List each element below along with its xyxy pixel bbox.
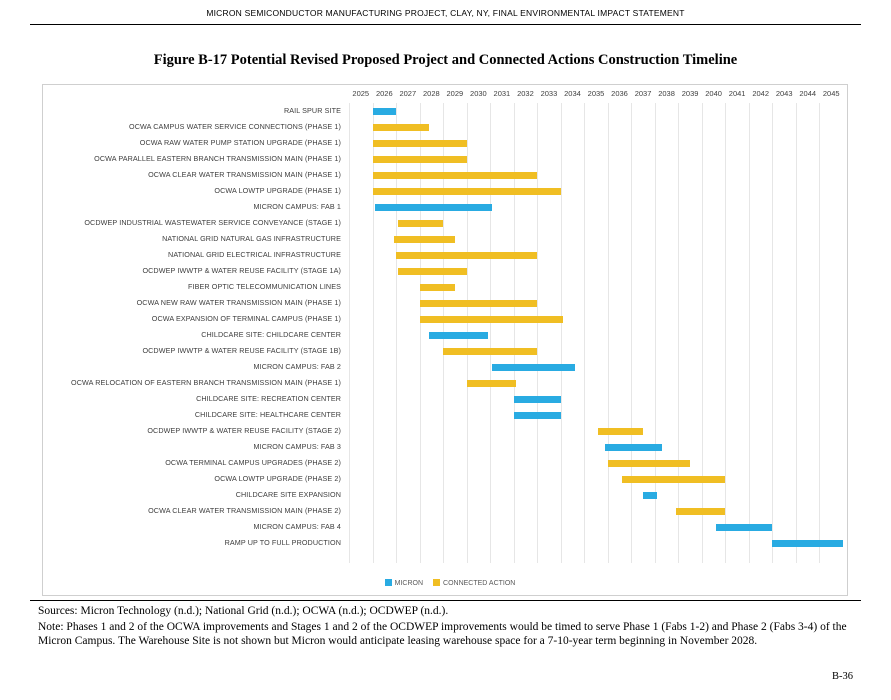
x-tick-2033: 2033 xyxy=(540,89,558,98)
chart-row xyxy=(43,215,849,231)
bar-label: OCWA TERMINAL CAMPUS UPGRADES (PHASE 2) xyxy=(165,458,341,467)
bar-label: MICRON CAMPUS: FAB 4 xyxy=(253,522,341,531)
bar-label: OCWA RELOCATION OF EASTERN BRANCH TRANSMISSION MAIN (PHASE 1) xyxy=(71,378,341,387)
chart-row xyxy=(43,519,849,535)
footer-rule xyxy=(30,600,861,601)
chart-row xyxy=(43,263,849,279)
x-tick-2038: 2038 xyxy=(658,89,675,98)
gantt-bar[interactable] xyxy=(605,444,661,451)
gantt-bar[interactable] xyxy=(443,348,537,355)
figure-notes xyxy=(38,604,853,650)
bar-label: MICRON CAMPUS: FAB 2 xyxy=(253,362,341,371)
bar-label: OCDWEP INDUSTRIAL WASTEWATER SERVICE CONVEYANCE (STAGE 1) xyxy=(84,218,341,227)
chart-row xyxy=(43,343,849,359)
gantt-bar[interactable] xyxy=(716,524,772,531)
bar-label: CHILDCARE SITE: HEALTHCARE CENTER xyxy=(194,410,341,419)
bar-label: MICRON CAMPUS: FAB 3 xyxy=(253,442,341,451)
chart-row xyxy=(43,119,849,135)
gantt-bar[interactable] xyxy=(608,460,690,467)
x-tick-2035: 2035 xyxy=(587,89,605,98)
x-tick-2034: 2034 xyxy=(564,89,581,98)
x-tick-2030: 2030 xyxy=(470,89,487,98)
bar-label: NATIONAL GRID ELECTRICAL INFRASTRUCTURE xyxy=(168,250,341,259)
bar-label: OCWA CLEAR WATER TRANSMISSION MAIN (PHASE 2) xyxy=(148,506,341,515)
chart-container xyxy=(42,84,848,596)
gantt-bar[interactable] xyxy=(514,396,561,403)
x-tick-2043: 2043 xyxy=(775,89,793,98)
figure-title: Figure B-17 Potential Revised Proposed Project and Connected Actions Construction Timeline xyxy=(153,52,738,68)
legend-swatch xyxy=(433,579,440,586)
x-tick-2026: 2026 xyxy=(375,89,393,98)
bar-label: NATIONAL GRID NATURAL GAS INFRASTRUCTURE xyxy=(162,234,341,243)
chart-row xyxy=(43,279,849,295)
bar-label: OCWA LOWTP UPGRADE (PHASE 2) xyxy=(214,474,341,483)
x-axis-tick-labels xyxy=(349,89,843,103)
chart-legend xyxy=(43,579,847,587)
x-tick-2042: 2042 xyxy=(752,89,769,98)
x-tick-2039: 2039 xyxy=(681,89,699,98)
gantt-bar[interactable] xyxy=(467,380,516,387)
header-rule xyxy=(30,24,861,25)
gantt-bar[interactable] xyxy=(394,236,455,243)
chart-row xyxy=(43,391,849,407)
bar-label: CHILDCARE SITE: CHILDCARE CENTER xyxy=(201,330,341,339)
bar-label: OCDWEP IWWTP & WATER REUSE FACILITY (STAGE 2) xyxy=(147,426,341,435)
gantt-bar[interactable] xyxy=(398,220,443,227)
gantt-bar[interactable] xyxy=(373,172,538,179)
bar-label: CHILDCARE SITE EXPANSION xyxy=(235,490,341,499)
gantt-bar[interactable] xyxy=(375,204,493,211)
chart-bars-area xyxy=(43,103,849,563)
x-tick-2036: 2036 xyxy=(611,89,628,98)
gantt-bar[interactable] xyxy=(373,140,467,147)
bar-label: MICRON CAMPUS: FAB 1 xyxy=(253,202,341,211)
bar-label: OCWA EXPANSION OF TERMINAL CAMPUS (PHASE 1) xyxy=(151,314,341,323)
bar-label: CHILDCARE SITE: RECREATION CENTER xyxy=(196,394,341,403)
chart-row xyxy=(43,455,849,471)
chart-row xyxy=(43,327,849,343)
chart-row xyxy=(43,135,849,151)
gantt-bar[interactable] xyxy=(373,156,467,163)
chart-row xyxy=(43,407,849,423)
gantt-bar[interactable] xyxy=(772,540,843,547)
chart-row xyxy=(43,151,849,167)
gantt-bar[interactable] xyxy=(514,412,561,419)
chart-row xyxy=(43,199,849,215)
x-tick-2028: 2028 xyxy=(422,89,440,98)
bar-label: OCDWEP IWWTP & WATER REUSE FACILITY (STAGE 1B) xyxy=(142,346,341,355)
gantt-bar[interactable] xyxy=(492,364,574,371)
chart-row xyxy=(43,247,849,263)
chart-row xyxy=(43,487,849,503)
bar-label: OCWA RAW WATER PUMP STATION UPGRADE (PHASE 1) xyxy=(139,138,341,147)
note-line: Note: Phases 1 and 2 of the OCWA improvements and Stages 1 and 2 of the OCDWEP improvements would be timed to serve Phase 1 (Fabs 1-2) and Phase 2 (Fabs 3-4) of the Micron Campus. The Warehouse Site is not shown but Micron would anticipate leasing warehouse space for a 7-10-year term beginning in November 2028. xyxy=(38,620,847,648)
gantt-bar[interactable] xyxy=(643,492,657,499)
gantt-bar[interactable] xyxy=(398,268,466,275)
chart-row xyxy=(43,231,849,247)
x-tick-2045: 2045 xyxy=(822,89,840,98)
bar-label: OCWA NEW RAW WATER TRANSMISSION MAIN (PHASE 1) xyxy=(136,298,341,307)
bar-label: RAIL SPUR SITE xyxy=(283,106,341,115)
bar-label: FIBER OPTIC TELECOMMUNICATION LINES xyxy=(188,282,341,291)
bar-label: OCWA PARALLEL EASTERN BRANCH TRANSMISSION MAIN (PHASE 1) xyxy=(94,154,341,163)
chart-row xyxy=(43,311,849,327)
x-tick-2025: 2025 xyxy=(352,89,370,98)
x-tick-2041: 2041 xyxy=(728,89,746,98)
chart-row xyxy=(43,167,849,183)
page-number: B-36 xyxy=(832,671,853,682)
chart-row xyxy=(43,103,849,119)
gantt-bar[interactable] xyxy=(420,284,455,291)
gantt-bar[interactable] xyxy=(396,252,537,259)
gantt-bar[interactable] xyxy=(373,188,561,195)
legend-label[interactable]: CONNECTED ACTION xyxy=(443,580,516,587)
bar-label: OCWA LOWTP UPGRADE (PHASE 1) xyxy=(214,186,341,195)
running-header: MICRON SEMICONDUCTOR MANUFACTURING PROJECT, CLAY, NY, FINAL ENVIRONMENTAL IMPACT STATEMENT xyxy=(206,8,685,18)
bar-label: RAMP UP TO FULL PRODUCTION xyxy=(224,538,341,547)
gantt-bar[interactable] xyxy=(676,508,725,515)
chart-row xyxy=(43,295,849,311)
chart-row xyxy=(43,183,849,199)
chart-row xyxy=(43,535,849,551)
chart-row xyxy=(43,359,849,375)
x-tick-2044: 2044 xyxy=(799,89,817,98)
gantt-bar[interactable] xyxy=(420,316,563,323)
x-tick-2040: 2040 xyxy=(705,89,722,98)
legend-label[interactable]: MICRON xyxy=(394,580,424,587)
gantt-bar[interactable] xyxy=(373,108,397,115)
x-tick-2037: 2037 xyxy=(634,89,652,98)
chart-row xyxy=(43,503,849,519)
gantt-bar[interactable] xyxy=(622,476,726,483)
sources-line: Sources: Micron Technology (n.d.); National Grid (n.d.); OCWA (n.d.); OCDWEP (n.d.). xyxy=(38,605,449,617)
gantt-bar[interactable] xyxy=(598,428,643,435)
chart-row xyxy=(43,471,849,487)
gantt-bar[interactable] xyxy=(373,124,429,131)
x-tick-2032: 2032 xyxy=(517,89,534,98)
legend-swatch xyxy=(385,579,392,586)
x-tick-2029: 2029 xyxy=(446,89,464,98)
x-tick-2027: 2027 xyxy=(399,89,417,98)
gantt-bar[interactable] xyxy=(429,332,488,339)
chart-row xyxy=(43,375,849,391)
chart-row xyxy=(43,439,849,455)
x-tick-2031: 2031 xyxy=(493,89,511,98)
bar-label: OCWA CAMPUS WATER SERVICE CONNECTIONS (PHASE 1) xyxy=(129,122,341,131)
bar-label: OCDWEP IWWTP & WATER REUSE FACILITY (STAGE 1A) xyxy=(142,266,341,275)
bar-label: OCWA CLEAR WATER TRANSMISSION MAIN (PHASE 1) xyxy=(148,170,341,179)
gantt-bar[interactable] xyxy=(420,300,538,307)
chart-row xyxy=(43,423,849,439)
